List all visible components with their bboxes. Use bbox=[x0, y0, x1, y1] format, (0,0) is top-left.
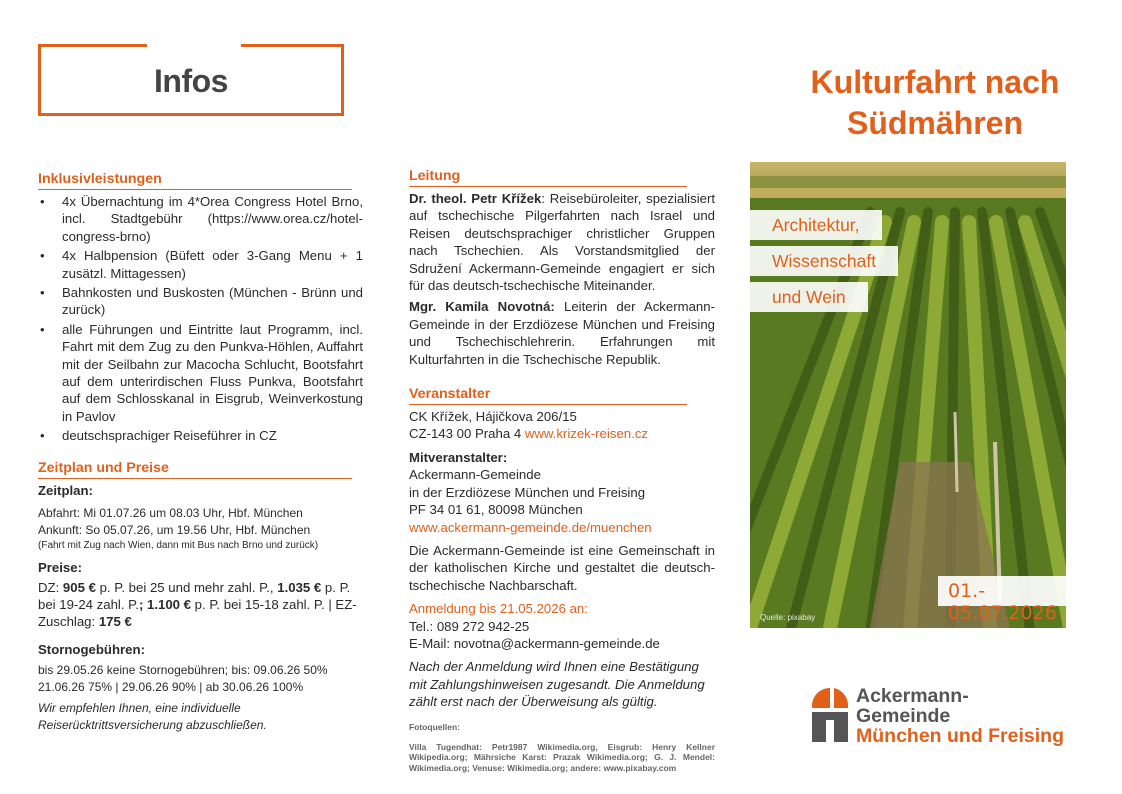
preise-part: DZ: bbox=[38, 579, 63, 595]
veranstalter-line bbox=[409, 425, 715, 442]
photo-tag: Wissenschaft bbox=[750, 246, 898, 276]
veranstalter-line: CK Křížek, Hájičkova 206/15 bbox=[409, 409, 577, 425]
ackermann-link[interactable]: www.ackermann-gemeinde.de/muenchen bbox=[409, 519, 652, 535]
anmeldung-heading: Anmeldung bis 21.05.2026 an: bbox=[409, 601, 588, 617]
logo-line: Gemeinde bbox=[856, 705, 951, 727]
main-title bbox=[750, 62, 1120, 144]
preis-value: 905 € bbox=[62, 579, 96, 595]
fotoquellen-label: Fotoquellen: bbox=[409, 721, 460, 732]
date-badge: 01.- 05.07.2026 bbox=[938, 576, 1066, 606]
mitveranstalter-line: Ackermann-Gemeinde bbox=[409, 467, 541, 483]
leitung-description: Leiterin der Ackermann-Gemeinde in der Erzdiözese München und Freising und Tschechischlehrerin. Erfahrungen mit Kulturfahrten in die Tschechische Republik. bbox=[409, 299, 715, 367]
ackermann-logo-icon bbox=[808, 686, 852, 744]
leitung-name: Dr. theol. Petr Křížek bbox=[409, 191, 542, 206]
mitveranstalter-line: in der Erzdiözese München und Freising bbox=[409, 484, 646, 500]
mitveranstalter-line: PF 34 01 61, 80098 München bbox=[409, 502, 583, 518]
leitung-person-1 bbox=[409, 190, 715, 294]
list-item: • Bahnkosten und Buskosten (München - Brünn und zurück) bbox=[38, 284, 363, 319]
anmeldung-tel: Tel.: 089 272 942-25 bbox=[409, 618, 530, 634]
list-item: • 4x Übernachtung im 4*Orea Congress Hotel Brno, incl. Stadtgebühr (https://www.orea.cz/hotel-congress-brno) bbox=[38, 193, 363, 245]
logo-line: Ackermann- bbox=[856, 685, 969, 707]
photo-tag: Architektur, bbox=[750, 210, 882, 240]
list-item: • 4x Halbpension (Büfett oder 3-Gang Menu + 1 zusätzl. Mittagessen) bbox=[38, 247, 363, 282]
preis-value: 1.035 € bbox=[277, 579, 322, 595]
main-title-line: Südmähren bbox=[846, 105, 1024, 141]
preise-part: p. P. bei 25 und mehr zahl. P., bbox=[95, 579, 278, 595]
photo-credit: Quelle: pixabay bbox=[760, 613, 816, 622]
logo-line: München und Freising bbox=[856, 725, 1064, 747]
infos-title: Infos bbox=[154, 63, 228, 99]
veranstalter-heading: Veranstalter bbox=[409, 385, 687, 405]
infos-box bbox=[38, 44, 344, 116]
bestaetigung-text: Nach der Anmeldung wird Ihnen eine Bestätigung mit Zahlungshinweisen zugesandt. Die Anmeldung zählt erst nach der Überweisung als gültig. bbox=[409, 659, 705, 710]
anmeldung-email[interactable]: E-Mail: novotna@ackermann-gemeinde.de bbox=[409, 635, 660, 651]
storno-text: bis 29.05.26 keine Stornogebühren; bis: 09.06.26 50% 21.06.26 75% | 29.06.26 90% | ab 30.06.26 100% bbox=[38, 663, 328, 695]
inklusiv-list bbox=[38, 193, 363, 445]
preise-part: p. P. bei 15-18 zahl. P. | EZ-Zuschlag: bbox=[38, 596, 357, 630]
ankunft-text: Ankunft: So 05.07.26, um 19.56 Uhr, Hbf. München bbox=[38, 523, 311, 538]
leitung-person-2 bbox=[409, 298, 715, 368]
preise-label: Preise: bbox=[38, 560, 82, 576]
preise-part: p. P. bei 19-24 zahl. P. bbox=[38, 579, 351, 612]
preis-value: ; 1.100 € bbox=[138, 596, 191, 612]
inklusiv-heading: Inklusivleistungen bbox=[38, 170, 352, 190]
fahrt-hinweis: (Fahrt mit Zug nach Wien, dann mit Bus nach Brno und zurück) bbox=[38, 540, 319, 552]
leitung-name: Mgr. Kamila Novotná: bbox=[409, 299, 555, 315]
fotoquellen-text: Villa Tugendhat: Petr1987 Wikimedia.org, Eisgrub: Henry Kellner Wikipedia.org; Mährsiche Karst: Prazak Wikimedia.org; G. J. Mendel: Wikimedia.org; Venuse: Wikimedia.org; andere: www.pixabay.com bbox=[409, 741, 715, 773]
storno-label: Stornogebühren: bbox=[38, 641, 145, 657]
list-item: • deutschsprachiger Reiseführer in CZ bbox=[38, 427, 363, 444]
zeitplan-heading: Zeitplan und Preise bbox=[38, 459, 352, 479]
list-item: • alle Führungen und Eintritte laut Programm, incl. Fahrt mit dem Zug zu den Punkva-Höhlen, Auffahrt mit der Seilbahn zur Macocha Schlucht, Bootsfahrt auf dem unterirdischen Fluss Punkva, Bootsfahrt auf dem Schlosskanal in Eisgrub, Weinverkostung in Pavlov bbox=[38, 321, 363, 425]
ackermann-about: Die Ackermann-Gemeinde ist eine Gemeinschaft in der katholischen Kirche und gestaltet die deutsch-tschechische Nachbarschaft. bbox=[409, 542, 715, 593]
vineyard-photo bbox=[750, 162, 1066, 628]
mitveranstalter-label: Mitveranstalter: bbox=[409, 449, 508, 465]
preise-text bbox=[38, 579, 363, 631]
krizek-link[interactable]: www.krizek-reisen.cz bbox=[524, 426, 648, 442]
zeitplan-label: Zeitplan: bbox=[38, 482, 93, 498]
preis-value: 175 € bbox=[98, 614, 132, 630]
veranstalter-address: CZ-143 00 Praha 4 bbox=[409, 426, 525, 442]
leitung-description: : Reisebüroleiter, spezialisiert auf tschechische Pilgerfahrten nach Israel und Reisen deutschsprachiger christlicher Gruppen nach Tschechien. Als Vorstandsmitglied der Sdružení Ackermann-Gemeinde engagiert er sich für das deutsch-tschechische Miteinander. bbox=[409, 191, 716, 294]
main-title-line: Kulturfahrt nach bbox=[810, 64, 1060, 100]
leitung-heading: Leitung bbox=[409, 167, 687, 187]
ackermann-logo bbox=[808, 686, 1088, 746]
abfahrt-text: Abfahrt: Mi 01.07.26 um 08.03 Uhr, Hbf. München bbox=[38, 506, 303, 521]
column-left bbox=[38, 170, 363, 734]
empfehlung-text: Wir empfehlen Ihnen, eine individuelle Reiserücktrittsversicherung abzuschließen. bbox=[38, 701, 267, 733]
infos-box-gap bbox=[147, 43, 241, 49]
photo-tag: und Wein bbox=[750, 282, 868, 312]
column-middle bbox=[409, 167, 715, 773]
